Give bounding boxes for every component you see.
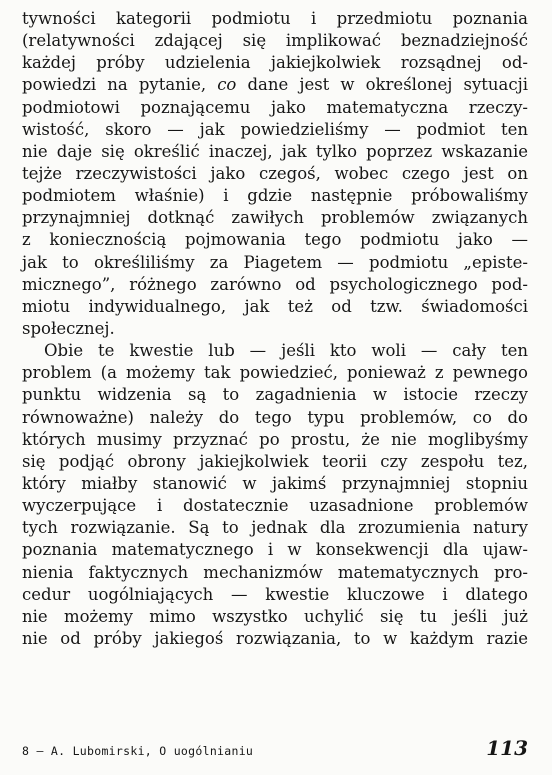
text-line: przynajmniej dotknąć zawiłych problemów związanych bbox=[22, 208, 528, 228]
text-line: z koniecznością pojmowania tego podmiotu jako — bbox=[22, 230, 528, 250]
text-line: nienia faktycznych mechanizmów matematycznych pro- bbox=[22, 562, 528, 582]
page-number: 113 bbox=[486, 736, 528, 760]
text-line: (relatywności zdającej się implikować beznadziejność bbox=[22, 31, 528, 51]
text-line: tych rozwiązanie. Są to jednak dla zrozumienia natury bbox=[22, 518, 528, 538]
text-line: tywności kategorii podmiotu i przedmiotu poznania bbox=[22, 9, 528, 28]
text-line: punktu widzenia są to zagadnienia w istocie rzeczy bbox=[22, 385, 528, 405]
text-line: miotu indywidualnego, jak też od tzw. świadomości bbox=[22, 296, 528, 316]
text-line: jak to określiliśmy za Piagetem — podmiotu „episte- bbox=[22, 252, 528, 272]
text-line: podmiotowi poznającemu jako matematyczna rzeczy- bbox=[22, 97, 528, 117]
text-line: Obie te kwestie lub — jeśli kto woli — cały ten bbox=[44, 341, 528, 361]
body-text bbox=[22, 8, 528, 650]
text-line: wyczerpujące i dostatecznie uzasadnione problemów bbox=[22, 496, 528, 516]
text-line: cedur uogólniających — kwestie kluczowe i dlatego bbox=[22, 584, 528, 604]
signature-mark: 8 — A. Lubomirski, O uogólnianiu bbox=[22, 744, 254, 758]
text-line: się podjąć obrony jakiejkolwiek teorii czy zespołu tez, bbox=[22, 451, 528, 471]
text-line: społecznej. bbox=[22, 318, 115, 338]
text-line: podmiotem właśnie) i gdzie następnie próbowaliśmy bbox=[22, 186, 528, 206]
text-line: których musimy przyznać po prostu, że nie moglibyśmy bbox=[22, 429, 528, 449]
text-line: powiedzi na pytanie, co dane jest w określonej sytuacji bbox=[22, 75, 528, 95]
text-line: tejże rzeczywistości jako czegoś, wobec czego jest on bbox=[22, 163, 528, 183]
text-line: wistość, skoro — jak powiedzieliśmy — podmiot ten bbox=[22, 119, 528, 139]
text-line: który miałby stanowić w jakimś przynajmniej stopniu bbox=[22, 473, 528, 493]
text-line: nie daje się określić inaczej, jak tylko poprzez wskazanie bbox=[22, 141, 528, 161]
text-line: problem (a możemy tak powiedzieć, ponieważ z pewnego bbox=[22, 363, 528, 383]
text-line: równoważne) należy do tego typu problemów, co do bbox=[22, 407, 528, 427]
text-line: micznego”, różnego zarówno od psychologicznego pod- bbox=[22, 274, 528, 294]
page-footer bbox=[22, 738, 528, 760]
emphasis: co bbox=[217, 75, 237, 95]
text-line: każdej próby udzielenia jakiejkolwiek rozsądnej od- bbox=[22, 53, 528, 73]
text-line: nie od próby jakiegoś rozwiązania, to w każdym razie bbox=[22, 628, 528, 648]
text-line: poznania matematycznego i w konsekwencji dla ujaw- bbox=[22, 540, 528, 560]
text-line: nie możemy mimo wszystko uchylić się tu jeśli już bbox=[22, 606, 528, 626]
